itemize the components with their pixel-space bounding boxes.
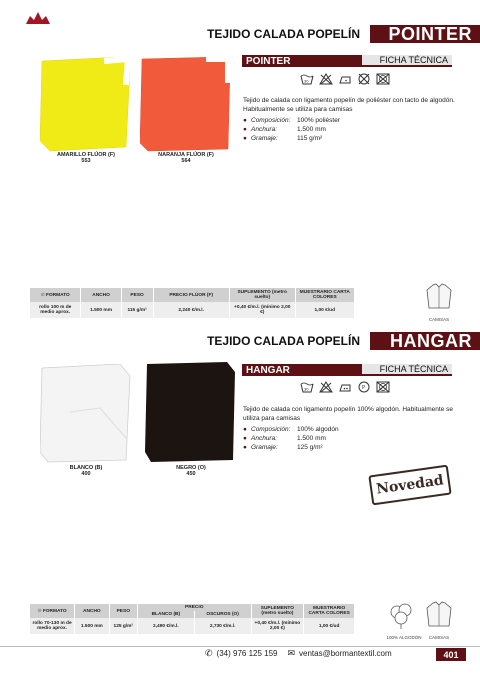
table-header: ⊘ FORMATO — [30, 288, 81, 302]
page-number: 401 — [436, 648, 466, 661]
spec-item: ● Gramaje: 115 g/m² — [243, 135, 323, 142]
spec-item: ● Gramaje: 125 g/m² — [243, 444, 323, 451]
table-header-group: PRECIO — [137, 604, 251, 611]
spec-value: 125 g/m² — [297, 444, 323, 451]
swatch-name: AMARILLO FLÚOR (F) — [56, 152, 116, 158]
band-brand: HANGAR — [390, 330, 472, 351]
table-header-row — [30, 604, 355, 611]
table-cell: 1,00 €/ud — [295, 302, 354, 318]
logo-shape-icon — [12, 10, 64, 26]
table-cell: rollo 100 m de medio aprox. — [30, 302, 81, 318]
shirt-use — [424, 282, 454, 322]
table-header: MUESTRARIO CARTA COLORES — [295, 288, 354, 302]
spec-value: 1.500 mm — [297, 435, 326, 442]
phone-icon: ✆ — [205, 648, 213, 658]
swatch-name: BLANCO (B) — [69, 465, 103, 471]
iron-icon — [338, 381, 352, 393]
spec-key: Composición: — [251, 426, 291, 433]
spec-value: 1.500 mm — [297, 126, 326, 133]
band-brand: POINTER — [388, 23, 472, 44]
shirt-use — [424, 600, 454, 640]
section-band-pointer — [0, 25, 480, 43]
svg-text:30: 30 — [304, 78, 309, 84]
table-header: SUPLEMENTO (metro suelto) — [229, 288, 295, 302]
table-cell: 1.500 mm — [75, 618, 109, 634]
fabric-swatch — [140, 57, 232, 152]
fabric-swatch — [40, 364, 132, 464]
table-cell: 1,00 €/ud — [304, 618, 355, 634]
table-header: ANCHO — [75, 604, 109, 618]
price-table — [30, 288, 355, 318]
band-title: TEJIDO CALADA POPELÍN — [0, 332, 370, 350]
price-table — [30, 604, 355, 634]
no-bleach-icon — [319, 73, 333, 85]
swatch-code: 553 — [81, 158, 91, 164]
care-icons — [300, 73, 390, 85]
swatch-name: NEGRO (O) — [176, 465, 206, 471]
svg-text:30: 30 — [304, 386, 309, 392]
dry-clean-icon — [357, 381, 371, 393]
spec-item: ● Composición: 100% poliéster — [243, 117, 340, 124]
wash-30-icon — [300, 73, 314, 85]
product-header — [242, 55, 452, 67]
novedad-stamp: Novedad — [368, 465, 451, 506]
swatch-code: 450 — [186, 471, 196, 477]
care-icons — [300, 381, 390, 393]
table-cell: 1.500 mm — [81, 302, 121, 318]
spec-value: 100% algodón — [297, 426, 339, 433]
no-tumble-dry-icon — [376, 73, 390, 85]
table-row — [30, 302, 355, 318]
spec-key: Composición: — [251, 117, 291, 124]
footer-divider — [0, 646, 480, 647]
product-description: Tejido de calada con ligamento popelín 100% algodón. Habitualmente se utiliza para camisas — [243, 406, 453, 422]
spec-key: Anchura: — [251, 435, 278, 442]
shirt-icon — [424, 282, 454, 312]
cotton-icon — [386, 600, 416, 630]
table-cell: 115 g/m² — [121, 302, 153, 318]
fabric-swatch — [40, 57, 132, 152]
table-header: PRECIO FLÚOR (F) — [153, 288, 229, 302]
footer-contact — [205, 648, 392, 659]
product-header — [242, 364, 452, 376]
no-dry-clean-icon — [357, 73, 371, 85]
swatch-code: 564 — [181, 158, 191, 164]
table-cell: +0,40 €/m.l. (mínimo 2,00 €) — [229, 302, 295, 318]
spec-value: 100% poliéster — [297, 117, 340, 124]
table-cell: +0,40 €/m.l. (mínimo 2,00 €) — [251, 618, 304, 634]
cotton-use — [386, 600, 422, 640]
table-cell: 2,490 €/m.l. — [137, 618, 194, 634]
iron-icon — [338, 73, 352, 85]
table-cell: 2,730 €/m.l. — [194, 618, 251, 634]
table-header: OSCUROS (O) — [194, 611, 251, 618]
icon-label: CAMISAS — [428, 635, 450, 640]
no-bleach-icon — [319, 381, 333, 393]
product-name: HANGAR — [242, 364, 362, 376]
swatch-code: 400 — [81, 471, 91, 477]
icon-label: CAMISAS — [428, 317, 450, 322]
table-cell: rollo 70-130 m de medio aprox. — [30, 618, 75, 634]
product-description: Tejido de calada con ligamento popelín de poliéster con tacto de algodón. Habitualmente se utiliza para camisas — [243, 97, 455, 113]
section-band-hangar — [0, 332, 480, 350]
spec-key: Gramaje: — [251, 135, 278, 142]
spec-list — [243, 425, 453, 452]
spec-key: Anchura: — [251, 126, 278, 133]
table-header: BLANCO (B) — [137, 611, 194, 618]
table-cell: 2,240 €/m.l. — [153, 302, 229, 318]
spec-list — [243, 116, 453, 143]
ficha-tecnica-label: FICHA TÉCNICA — [362, 364, 452, 376]
product-name: POINTER — [242, 55, 362, 67]
table-header: PESO — [109, 604, 137, 618]
spec-item: ● Composición: 100% algodón — [243, 426, 339, 433]
swatch-name: NARANJA FLÚOR (F) — [158, 152, 214, 158]
email-icon: ✉ — [287, 648, 296, 658]
table-header: PESO — [121, 288, 153, 302]
ficha-tecnica-label: FICHA TÉCNICA — [362, 55, 452, 67]
fabric-swatch — [145, 362, 237, 464]
band-title: TEJIDO CALADA POPELÍN — [0, 25, 370, 43]
table-header-row — [30, 288, 355, 302]
wash-30-icon — [300, 381, 314, 393]
tape-measure-icon: ⊘ — [37, 608, 42, 614]
table-cell: 125 g/m² — [109, 618, 137, 634]
table-row — [30, 618, 355, 634]
footer-email[interactable]: ventas@bormantextil.com — [299, 649, 392, 658]
shirt-icon — [424, 600, 454, 630]
spec-key: Gramaje: — [251, 444, 278, 451]
table-header: SUPLEMENTO (metro suelto) — [251, 604, 304, 618]
icon-label: 100% ALGODÓN — [386, 635, 422, 640]
table-header: MUESTRARIO CARTA COLORES — [304, 604, 355, 618]
table-header: ⊘ FORMATO — [30, 604, 75, 618]
spec-item: ● Anchura: 1.500 mm — [243, 126, 326, 133]
table-header: ANCHO — [81, 288, 121, 302]
footer-phone[interactable]: (34) 976 125 159 — [216, 649, 278, 658]
no-tumble-dry-icon — [376, 381, 390, 393]
spec-item: ● Anchura: 1.500 mm — [243, 435, 326, 442]
spec-value: 115 g/m² — [297, 135, 323, 142]
svg-text:P: P — [362, 385, 366, 391]
tape-measure-icon: ⊘ — [40, 292, 45, 298]
